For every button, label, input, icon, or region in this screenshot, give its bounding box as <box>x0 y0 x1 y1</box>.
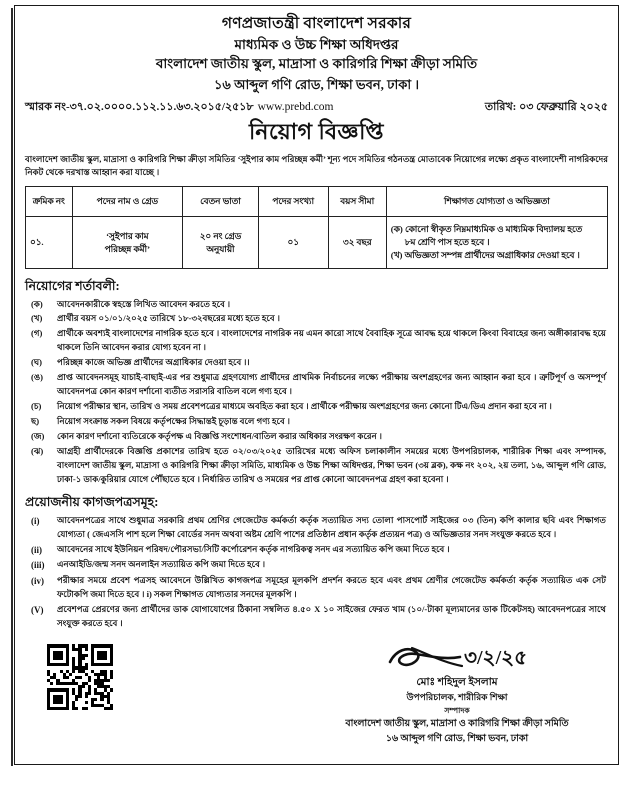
item-marker: (চ) <box>31 400 42 411</box>
table-row <box>26 217 608 269</box>
item-text: নিয়োগ সংক্রান্ত সকল বিষয়ে কর্তৃপক্ষের সিদ্ধান্তই চূড়ান্ত বলে গণ্য হবে । <box>57 415 291 426</box>
cell-pay <box>183 217 259 269</box>
list-item <box>25 543 608 558</box>
item-marker: (গ) <box>31 328 43 339</box>
item-text: আবেদনপত্রের সাথে শুধুমাত্র সরকারি প্রথম শ্রেণির গেজেটেড কর্মকর্তা কর্তৃক সত্যায়িত সদ্য তোলা পাসপোর্ট সাইজের ০৩ (তিন) কপি কালার ছবি এবং শিক্ষাগত যোগ্যতা ( জেএসসি পাশ হলে শিক্ষা বোর্ডের সনদ অথবা অষ্টম শ্রেণি পাশের প্রতিষ্ঠান প্রধান কর্তৃক প্রত্যয়ন পত্র) ও অভিজ্ঞতার সনদ সংযুক্ত করতে হবে । <box>57 514 606 539</box>
list-item <box>25 415 608 429</box>
list-item <box>25 574 608 602</box>
memo-number-wrap <box>25 98 333 117</box>
documents-heading: প্রয়োজনীয় কাগজপত্রসমূহ: <box>25 495 159 510</box>
qualification-b: (খ) অভিজ্ঞতা সম্পন্ন প্রার্থীদের অগ্রাধিকার দেওয়া হবে । <box>390 250 580 261</box>
item-text: প্রার্থীর বয়স ০১/০১/২০২৫ তারিখে ১৮-৩২বছরের মধ্যে হতে হবে । <box>57 313 280 324</box>
memo-row <box>25 98 608 117</box>
list-item <box>25 430 608 444</box>
item-marker: (ক) <box>31 298 43 309</box>
item-text: প্রবেশপত্র প্রেরণের জন্য প্রার্থীদের ডাক যোগাযোগের ঠিকানা সম্বলিত ৪.৫০ X ১০ সাইজের ফেরত খাম (১০/-টাকা মূল্যমানের ডাক টিকেটসহ) আবেদনপত্রের সাথে সংযুক্ত করতে হবে । <box>57 603 606 628</box>
qr-code-wrap <box>25 640 113 710</box>
office-address: ১৬ আব্দুল গণি রোড, শিক্ষা ভবন, ঢাকা । <box>213 76 419 92</box>
th-age-limit: বয়স সীমা <box>328 187 386 217</box>
item-text: প্রাপ্ত আবেদনসমূহ যাচাই-বাছাই-এর পর শুধুমাত্র গ্রহণযোগ্য প্রার্থীদের প্রাথমিক নির্বাচনের লক্ষ্যে পরীক্ষায় অংশগ্রহণের জন্য আহ্বান করা হবে । ত্রুটিপূর্ণ ও অসম্পূর্ণ আবেদনপত্র কোন কারণ দর্শানো ব্যতীত সরাসরি বাতিল বলে গণ্য হবে । <box>57 372 606 397</box>
signature-icon <box>318 640 596 674</box>
signatory-organization: বাংলাদেশ জাতীয় স্কুল, মাদ্রাসা ও কারিগরি শিক্ষা ক্রীড়া সমিতি <box>345 719 569 730</box>
govt-title: গণপ্রজাতন্ত্রী বাংলাদেশ সরকার <box>221 15 412 32</box>
item-text: প্রার্থীকে অবশ্যই বাংলাদেশের নাগরিক হতে হবে । বাংলাদেশের নাগরিক নয় এমন কারো সাথে বৈবাহিক সূত্রে আবদ্ধ হয়ে থাকলে কিংবা বিবাহের জন্য অঙ্গীকারাবদ্ধ হয়ে থাকলে তিনি আবেদন করার যোগ্য হবেন না । <box>57 328 606 353</box>
item-marker: (ii) <box>31 544 42 555</box>
post-name-line1: ‘সুইপার কাম <box>106 231 149 241</box>
list-item <box>25 558 608 573</box>
document-header <box>25 14 608 94</box>
list-item <box>25 603 608 631</box>
table-header-row <box>26 187 608 217</box>
intro-paragraph: বাংলাদেশ জাতীয় স্কুল, মাদ্রাসা ও কারিগরি শিক্ষা ক্রীড়া সমিতির ‘সুইপার কাম পরিচ্ছন্ন কর্মী’ শূন্য পদে সমিতির গঠনতন্ত্র মোতাবেক নিয়োগের লক্ষ্যে প্রকৃত বাংলাদেশী নাগরিকদের নিকট থেকে দরখাস্ত আহ্বান করা যাচ্ছে । <box>25 153 608 177</box>
list-item <box>25 371 608 399</box>
item-marker: (iv) <box>31 575 44 586</box>
th-post-name: পদের নাম ও গ্রেড <box>72 187 183 217</box>
association-title: বাংলাদেশ জাতীয় স্কুল, মাদ্রাসা ও কারিগরি শিক্ষা ক্রীড়া সমিতি <box>155 56 478 72</box>
signatory-designation-secondary: সম্পাদক <box>444 706 470 716</box>
signature-date-text: ৩/২/২৫ <box>464 647 528 670</box>
page-title: নিয়োগ বিজ্ঞপ্তি <box>249 119 384 145</box>
vacancy-table <box>25 186 608 269</box>
pay-line2: অনুযায়ী <box>206 243 235 254</box>
item-marker: (ঙ) <box>31 372 44 383</box>
item-marker: (V) <box>31 604 44 615</box>
list-item <box>25 400 608 414</box>
circular-page <box>14 5 619 765</box>
item-text: এনআইডি/জন্ম সনদ অনলাইন সত্যায়িত কপি জমা দিতে হবে । <box>57 559 266 570</box>
qr-code-icon <box>47 644 113 710</box>
cell-vacancy-count: ০১ <box>258 217 328 269</box>
signatory-name: মোঃ শহিদুল ইসলাম <box>416 677 498 689</box>
cell-qualification <box>386 217 607 269</box>
document-footer <box>25 640 608 746</box>
pay-line1: ২০ নং গ্রেড <box>199 231 242 241</box>
th-pay: বেতন ভাতা <box>183 187 259 217</box>
list-item <box>25 327 608 355</box>
conditions-heading: নিয়োগের শর্তাবলী: <box>25 279 120 294</box>
item-marker: (ঘ) <box>31 357 43 368</box>
item-marker: ছ) <box>31 415 40 426</box>
post-name-line2: পরিচ্ছন্ন কর্মী’ <box>104 243 151 254</box>
list-item <box>25 445 608 487</box>
signatory-designation: উপপরিচালক, শারীরিক শিক্ষা <box>406 692 508 703</box>
list-item <box>25 356 608 370</box>
signature-block <box>318 640 608 746</box>
th-qualification: শিক্ষাগত যোগ্যতা ও অভিজ্ঞতা <box>386 187 607 217</box>
item-marker: (জ) <box>31 430 45 441</box>
item-text: আগ্রহী প্রার্থীদেরকে বিজ্ঞপ্তি প্রকাশের তারিখ হতে ০২/০৩/২০২৫ তারিখের মধ্যে অফিস চলাকালীন সময়ের মধ্যে উপপরিচালক, শারীরিক শিক্ষা এবং সম্পাদক, বাংলাদেশ জাতীয় স্কুল, মাদ্রাসা ও কারিগরি শিক্ষা ক্রীড়া সমিতি, মাধ্যমিক ও উচ্চ শিক্ষা অধিদপ্তর, শিক্ষা ভবন (৩য় ব্লক), কক্ষ নং ২০২, ২য় তলা, ১৬, আব্দুল গণি রোড, ঢাকা-১ ডাক/কুরিয়ার যোগে পৌঁছাতে হবে । নির্ধারিত তারিখ ও সময়ের পর প্রাপ্ত কোনো আবেদনপত্র গ্রহণ করা হবেনা । <box>57 445 606 484</box>
directorate-title: মাধ্যমিক ও উচ্চ শিক্ষা অধিদপ্তর <box>234 36 399 52</box>
item-text: কোন কারণ দর্শানো ব্যতিরেকে কর্তৃপক্ষ এ বিজ্ঞপ্তি সংশোধন/বাতিল করার অধিকার সংরক্ষণ করেন । <box>57 430 382 441</box>
item-marker: (i) <box>31 515 40 526</box>
item-marker: (ঝ) <box>31 445 44 456</box>
item-marker: (খ) <box>31 313 43 324</box>
cell-post-name <box>72 217 183 269</box>
memo-number: স্মারক নং-৩৭.০২.০০০০.১১২.১১.৬৩.২০১৫/২৫১৮ <box>25 101 254 114</box>
list-item <box>25 312 608 326</box>
th-serial: ক্রমিক নং <box>26 187 73 217</box>
item-text: আবেদনের সাথে ইউনিয়ন পরিষদ/পৌরসভা/সিটি কর্পোরেশন কর্তৃক নাগরিকত্ব সনদ এর সত্যায়িত কপি জমা দিতে হবে । <box>57 543 450 554</box>
cell-age-limit: ৩২ বছর <box>328 217 386 269</box>
item-text: নিয়োগ পরীক্ষার স্থান, তারিখ ও সময় প্রবেশপত্রের মাধ্যমে অবহিত করা হবে । প্রার্থীকে পরীক্ষায় অংশগ্রহণের জন্য কোনো টিএ/ডিএ প্রদান করা হবে না । <box>57 400 552 411</box>
list-item <box>25 514 608 542</box>
website-url: www.prebd.com <box>257 101 334 114</box>
documents-list <box>25 514 608 631</box>
qualification-a-line2: ৮ম শ্রেণি পাস হতে হবে । <box>404 237 490 248</box>
item-marker: (iii) <box>31 560 45 571</box>
memo-date: তারিখ: ০৩ ফেব্রুয়ারি ২০২৫ <box>484 101 608 114</box>
th-vacancies: পদের সংখ্যা <box>258 187 328 217</box>
cell-serial: ০১. <box>26 217 73 269</box>
qualification-a-line1: (ক) কোনো স্বীকৃত নিম্নমাধ্যমিক ও মাধ্যমিক বিদ্যালয় হতে <box>390 223 583 234</box>
item-text: আবেদনকারীকে স্বহস্তে লিখিত আবেদন করতে হবে । <box>57 298 231 309</box>
list-item <box>25 298 608 312</box>
conditions-list <box>25 298 608 487</box>
signatory-address: ১৬ আব্দুল গণি রোড, শিক্ষা ভবন, ঢাকা <box>385 733 529 744</box>
item-text: পরীক্ষার সময়ে প্রবেশ পত্রসহ আবেদনে উল্লিখিত কাগজপত্র সমূহের মূলকপি প্রদর্শন করতে হবে এবং প্রথম শ্রেণীর গেজেটেড কর্মকর্তা কর্তৃক সত্যায়িত এক সেট ফটোকপি জমা দিতে হবে । i) সকল শিক্ষাগত যোগ্যতার সনদের মূলকপি । <box>57 574 606 599</box>
item-text: পরিচ্ছন্ন কাজে অভিজ্ঞ প্রার্থীদের অগ্রাধিকার দেওয়া হবে ।। <box>57 357 250 368</box>
